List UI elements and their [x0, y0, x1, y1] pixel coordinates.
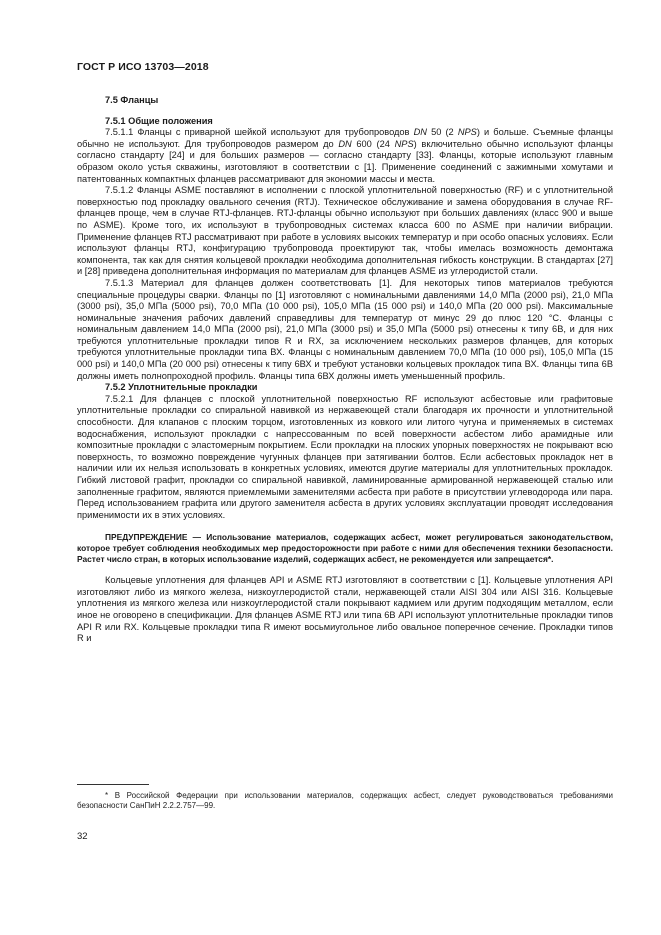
- subsection-title-gaskets: 7.5.2 Уплотнительные прокладки: [105, 382, 258, 393]
- page-number: 32: [77, 831, 88, 842]
- document-body: [77, 95, 613, 645]
- paragraph-ring-gaskets: Кольцевые уплотнения для фланцев API и ASME RTJ изготовляют в соответствии с [1]. Кольцевые уплотнения API изготовляют либо из мягкого железа, низкоуглеродистой стали, нержавеющей стали AISI 304 или AISI 316. Кольцевые уплотнения из мягкого железа или низкоуглеродистой стали покрывают кадмием или другим подходящим металлом, если иное не оговорено в спецификации. Для фланцев ASME RTJ или типа 6В API используют уплотнительные прокладки типов API R или RX. Кольцевые прокладки типа R имеют восьмиугольное либо овальное поперечное сечение. Прокладки типов R и: [77, 575, 613, 644]
- warning-note: ПРЕДУПРЕЖДЕНИЕ — Использование материалов, содержащих асбест, может регулироваться законодательством, которое требует соблюдения необходимых мер предосторожности при работе с ними для обеспечения техники безопасности. Растет число стран, в которых использование изделий, содержащих асбест, не рекомендуется или запрещается*.: [77, 532, 613, 564]
- standard-header: ГОСТ Р ИСО 13703—2018: [77, 61, 209, 73]
- paragraph-7-5-1-3: 7.5.1.3 Материал для фланцев должен соответствовать [1]. Для некоторых типов материалов требуются специальные процедуры сварки. Фланцы по [1] изготовляют с номинальными давлениями 14,0 МПа (2000 psi), 21,0 МПа (3000 psi), 35,0 МПа (5000 psi), 70,0 МПа (10 000 psi), 105,0 МПа (15 000 psi) и 140,0 МПа (20 000 psi). Максимальные номинальные значения рабочих давлений справедливы для температур от минус 29 до плюс 120 °С. Фланцы с номинальным давлением 14,0 МПа (2000 psi), 21,0 МПа (3000 psi) и 35,0 МПа (5000 psi) отнесены к типу 6В, и для них требуются уплотнительные прокладки типов R и RX, за исключением нескольких размеров фланцев, для которых требуются уплотнительные прокладки типа ВХ. Фланцы с номинальным давлением 70,0 МПа (10 000 psi), 105,0 МПа (15 000 psi) и 140,0 МПа (20 000 psi) отнесены к типу 6ВХ и требуют установки кольцевых прокладок типа ВХ. Фланцы типа 6В должны иметь полнопроходной профиль. Фланцы типа 6ВХ должны иметь уменьшенный профиль.: [77, 277, 613, 381]
- footnote-divider: [77, 784, 149, 785]
- paragraph-7-5-1-2: 7.5.1.2 Фланцы ASME поставляют в исполнении с плоской уплотнительной поверхностью (RF) и с уплотнительной поверхностью под прокладку овального сечения (RTJ). Техническое обслуживание и замена оборудования в случае RF-фланцев проще, чем в случае RTJ-фланцев. RTJ-фланцы обычно используют при больших давлениях (класс 900 и выше по ASME). Кроме того, их используют в трубопроводных системах класса 600 по ASME при наличии вибрации. Применение фланцев RTJ рассматривают при работе в условиях высоких температур и при особо опасных условиях. Если используют фланцы RTJ, конфигурацию трубопровода проектируют так, чтобы имелась возможность демонтажа компонента, так как для снятия кольцевой прокладки необходима дополнительная гибкость конструкции. В стандартах [27] и [28] приведена дополнительная информация по материалам для фланцев ASME из углеродистой стали.: [77, 185, 613, 277]
- paragraph-7-5-2-1: 7.5.2.1 Для фланцев с плоской уплотнительной поверхностью RF используют асбестовые или графитовые уплотнительные прокладки со спиральной навивкой из нержавеющей стали благодаря их прочности и уплотнительной способности. Для клапанов с плоским торцом, изготовленных из ковкого или литого чугуна и применяемых в системах водоснабжения, используют прокладки с напрессованным по всей поверхности асбестом либо арамидные или композитные прокладки с эластомерным покрытием. Если прокладки на плоских упорных поверхностях не покрывают всю поверхность, то возможно повреждение чугунных фланцев при затягивании болтов. Если асбестовых прокладок нет в наличии или их нельзя использовать в конкретных условиях, имеются другие материалы для уплотнительных прокладок. Гибкий листовой графит, прокладки со спиральной навивкой, ламинированные армированной нержавеющей сталью или заполненные графитом, являются приемлемыми заменителями асбеста при работе в присутствии углеводорода или пара. Перед использованием графита или другого заменителя асбеста в других условиях эксплуатации проводят исследования применимости их в этих условиях.: [77, 393, 613, 520]
- footnote: * В Российской Федерации при использовании материалов, содержащих асбест, следует руководствоваться требованиями безопасности СанПиН 2.2.2.757—99.: [77, 791, 613, 810]
- subsection-title-general: 7.5.1 Общие положения: [105, 115, 213, 126]
- paragraph-7-5-1-1: 7.5.1.1 Фланцы с приварной шейкой используют для трубопроводов DN 50 (2 NPS) и больше. Съемные фланцы обычно не используют. Для трубопроводов размером до DN 600 (24 NPS) включительно обычно используют фланцы согласно стандарту [24] и для больших размеров — согласно стандарту [33]. Фланцы, которые используют главным образом около устья скважины, изготовляют в соответствии с [1]. Применение соединений с зажимными хомутами и патентованных компактных фланцев рассматривают для экономии массы и места.: [77, 127, 614, 184]
- section-title: 7.5 Фланцы: [105, 95, 159, 105]
